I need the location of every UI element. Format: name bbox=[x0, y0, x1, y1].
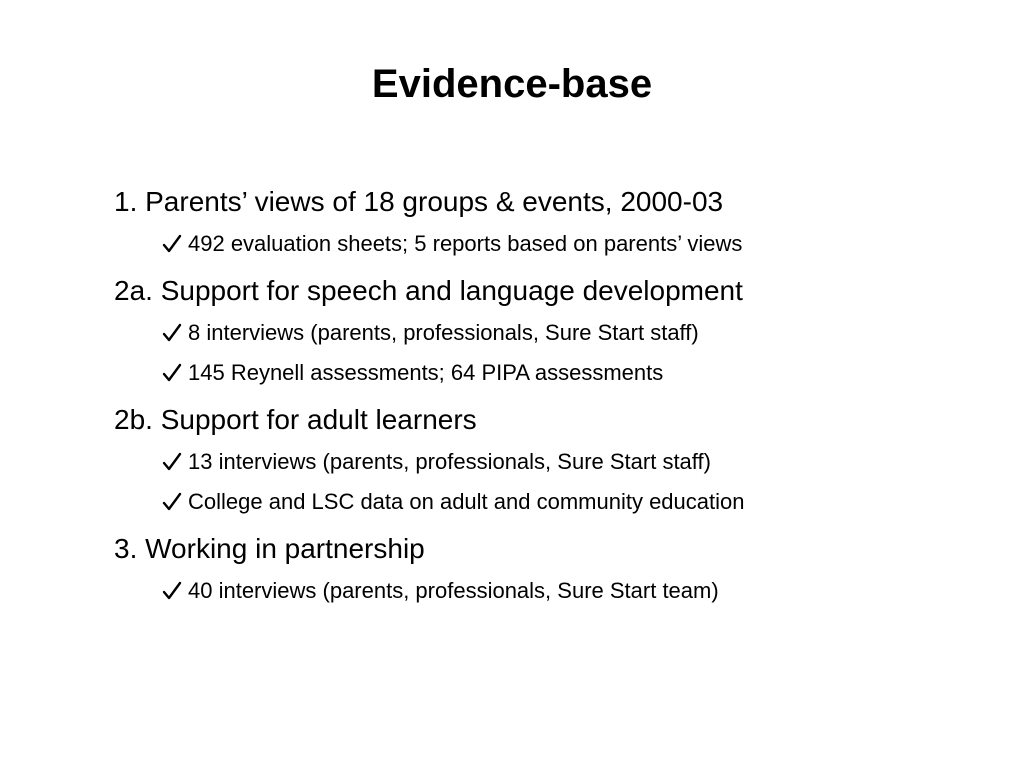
list-item-text: 13 interviews (parents, professionals, Sure Start staff) bbox=[188, 449, 711, 474]
list-item-text: 40 interviews (parents, professionals, Sure Start team) bbox=[188, 578, 719, 603]
sub-list bbox=[114, 442, 1004, 522]
section-heading: 1. Parents’ views of 18 groups & events, 2000-03 bbox=[114, 186, 724, 217]
check-icon bbox=[162, 451, 182, 473]
section-speech-language bbox=[114, 269, 1004, 393]
section-adult-learners bbox=[114, 398, 1004, 522]
check-icon bbox=[162, 491, 182, 513]
list-item bbox=[162, 442, 1004, 482]
list-item bbox=[162, 353, 1004, 393]
list-item bbox=[162, 313, 1004, 353]
section-heading: 2b. Support for adult learners bbox=[114, 404, 477, 435]
list-item bbox=[162, 571, 1004, 611]
list-item-text: College and LSC data on adult and community education bbox=[188, 489, 745, 514]
list-item-text: 492 evaluation sheets; 5 reports based on parents’ views bbox=[188, 231, 743, 256]
section-heading: 2a. Support for speech and language development bbox=[114, 275, 743, 306]
check-icon bbox=[162, 580, 182, 602]
list-item bbox=[162, 224, 1004, 264]
section-partnership bbox=[114, 527, 1004, 611]
section-parents-views bbox=[114, 180, 1004, 264]
check-icon bbox=[162, 322, 182, 344]
list-item bbox=[162, 482, 1004, 522]
sub-list bbox=[114, 313, 1004, 393]
list-item-text: 145 Reynell assessments; 64 PIPA assessments bbox=[188, 360, 664, 385]
slide-body bbox=[114, 180, 1004, 616]
check-icon bbox=[162, 362, 182, 384]
list-item-text: 8 interviews (parents, professionals, Sure Start staff) bbox=[188, 320, 699, 345]
sub-list bbox=[114, 224, 1004, 264]
check-icon bbox=[162, 233, 182, 255]
sub-list bbox=[114, 571, 1004, 611]
slide-title: Evidence-base bbox=[371, 62, 653, 106]
section-heading: 3. Working in partnership bbox=[114, 533, 425, 564]
